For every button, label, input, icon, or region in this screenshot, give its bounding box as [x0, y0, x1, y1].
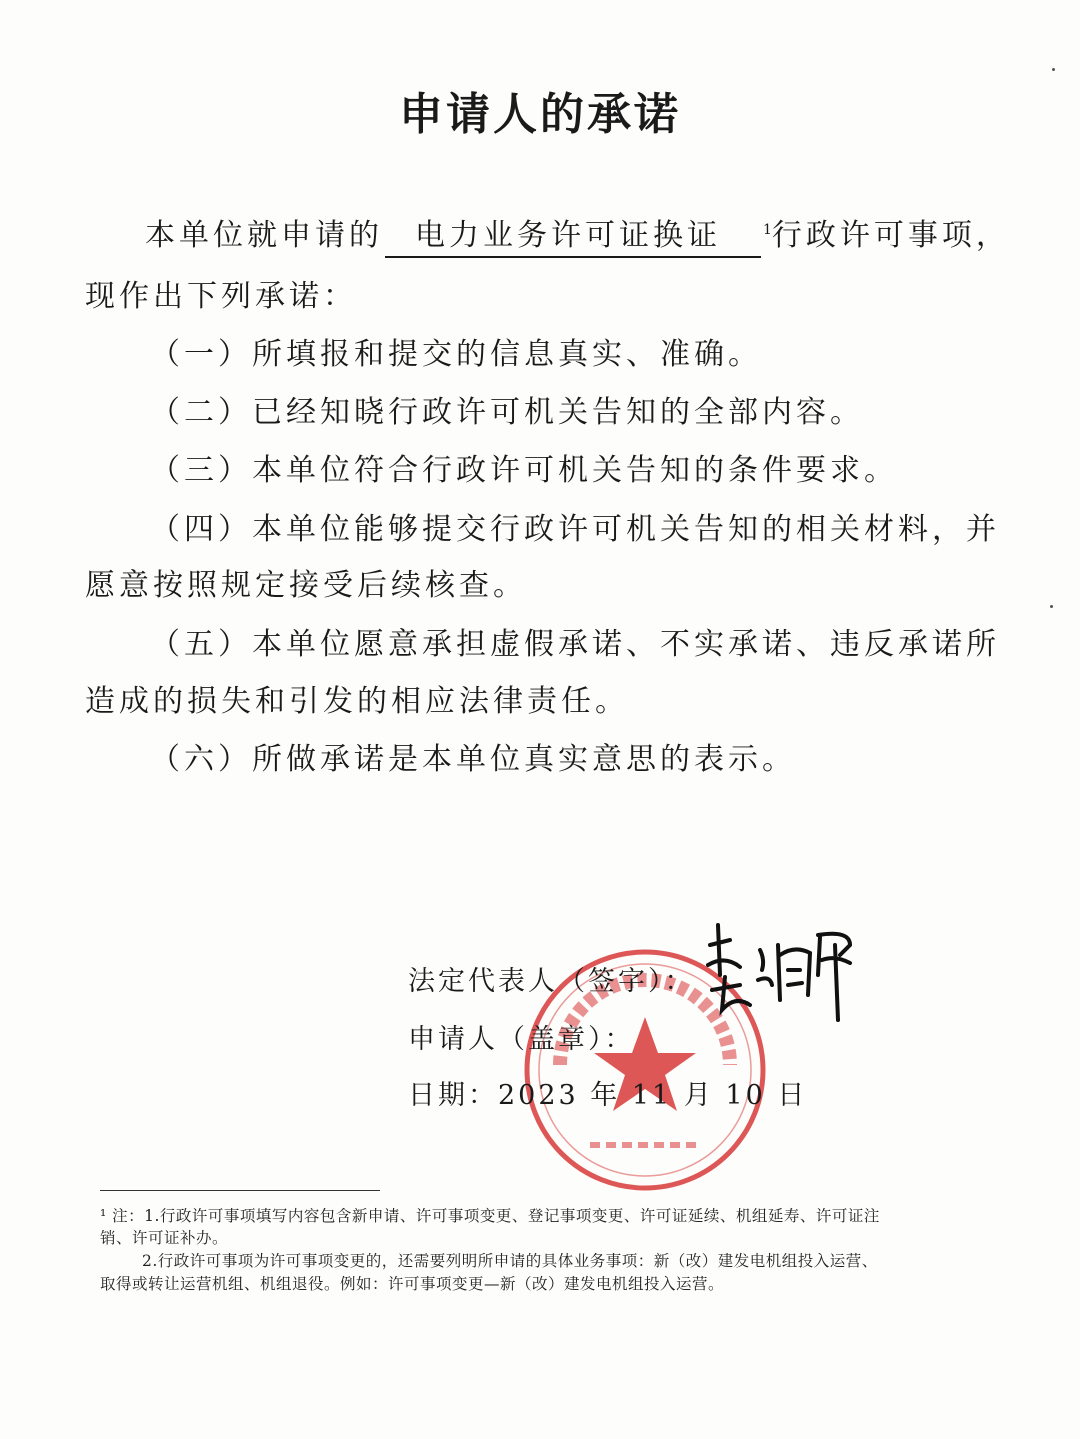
- commitment-item-1: （一）所填报和提交的信息真实、准确。: [150, 337, 762, 372]
- intro-line-2: 现作出下列承诺：: [85, 279, 357, 314]
- intro-line: [145, 210, 1010, 258]
- commitment-item-5: （五）本单位愿意承担虚假承诺、不实承诺、违反承诺所: [150, 627, 1000, 662]
- permit-item-fill: 电力业务许可证换证: [385, 216, 761, 258]
- commitment-item-4: （四）本单位能够提交行政许可机关告知的相关材料，并: [150, 512, 1000, 547]
- footnote-2-cont: 取得或转让运营机组、机组退役。例如：许可事项变更—新（改）建发电机组投入运营。: [100, 1275, 725, 1293]
- commitment-item-3: （三）本单位符合行政许可机关告知的条件要求。: [150, 453, 898, 488]
- footnote-divider: [100, 1190, 380, 1191]
- intro-suffix: 行政许可事项，: [771, 218, 1010, 253]
- footnote-2: 2.行政许可事项为许可事项变更的，还需要列明所申请的具体业务事项：新（改）建发电机组投入运营、: [142, 1252, 878, 1270]
- commitment-item-4-cont: 愿意按照规定接受后续核查。: [85, 568, 527, 603]
- applicant-seal-label: 申请人（盖章）：: [408, 1024, 635, 1055]
- scan-speck: [1052, 68, 1055, 71]
- footnote-1: ¹ 注：1.行政许可事项填写内容包含新申请、许可事项变更、登记事项变更、许可证延续、机组延寿、许可证注: [100, 1207, 880, 1225]
- commitment-item-5-cont: 造成的损失和引发的相应法律责任。: [85, 684, 629, 719]
- footnote-1-cont: 销、许可证补办。: [100, 1229, 229, 1247]
- commitment-item-2: （二）已经知晓行政许可机关告知的全部内容。: [150, 395, 864, 430]
- scan-speck: [1050, 605, 1053, 608]
- handwritten-signature: [700, 915, 865, 1025]
- page-title: 申请人的承诺: [399, 89, 681, 140]
- intro-prefix: 本单位就申请的: [145, 218, 383, 253]
- commitment-item-6: （六）所做承诺是本单位真实意思的表示。: [150, 742, 796, 777]
- legal-rep-label: 法定代表人（签字）：: [408, 966, 695, 997]
- date-line: 日期：2023 年 11 月 10 日: [408, 1080, 808, 1111]
- footnote-marker: 1: [763, 222, 772, 238]
